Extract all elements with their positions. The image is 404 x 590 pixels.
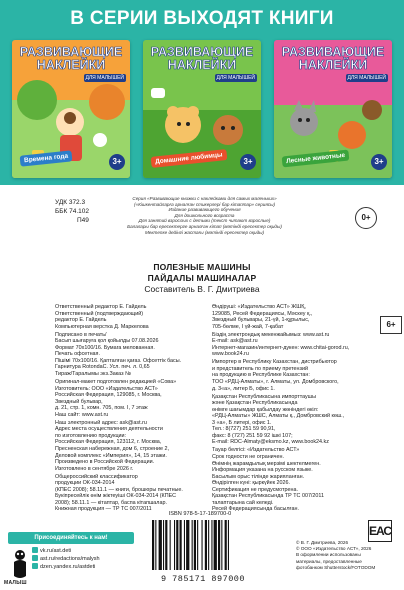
social-link-text: vk.ru/ast.deti bbox=[40, 548, 72, 554]
compiler-line: Составитель В. Г. Дмитриева bbox=[144, 284, 260, 294]
imprint-paragraph: Өндіруші: «Издательство АСТ» ЖШҚ, 129085, Ресей Федерациясы, Мәскеу қ., Звездный бульвары, 21-үй, 1-құрылыс, 705-бөлме, I үй-жай, 7-қабат bbox=[212, 304, 313, 330]
headline-kazakh: ПАЙДАЛЫ МАШИНАЛАР bbox=[147, 273, 257, 283]
author-mark: П49 bbox=[77, 217, 89, 224]
book-cover-forest-animals[interactable] bbox=[274, 40, 392, 178]
social-links bbox=[32, 547, 100, 571]
series-note-line: («Кішкентайларға арналған стикерлері бар кітаптар» сериясы) bbox=[133, 201, 275, 207]
series-note-line: Для дошкольного возраста bbox=[174, 212, 235, 218]
series-note-line: Серия «Развивающие книжки с наклейками для самых маленьких» bbox=[132, 196, 277, 201]
social-link-vk[interactable] bbox=[32, 547, 100, 555]
age-badge: 3+ bbox=[240, 154, 256, 170]
copyright-block bbox=[296, 540, 402, 571]
social-link-site[interactable] bbox=[32, 555, 100, 563]
imprint-paragraph: Оригинал-макет подготовлен редакцией «Сова» Изготовитель: ООО «Издательство АСТ» Российская Федерация, 129085, г. Москва, Звездный бульвар, д. 21, стр. 1, комн. 705, пом. I, 7 этаж Наш сайт: www.ast.ru bbox=[55, 379, 177, 418]
copyright-line: В оформлении использованы bbox=[296, 552, 361, 558]
book-title: РАЗВИВАЮЩИЕ НАКЛЕЙКИ bbox=[19, 45, 123, 72]
book-cover-seasons[interactable] bbox=[12, 40, 130, 178]
imprint-paragraph: Қазақстан Республикасына импорттаушы және Қазақстан Республикасында өнімге шағымдар қабылдау жөніндегі өкіл: «РДЦ-Алматы» ЖШС, Алматы қ., Домбровский көш., 3 «а», Б литері, офис 1. Тел.: 8(727) 251 59 90,91, факс: 8 (727) 251 59 92 ішкі 107; E-mail: RDC-Almaty@eksmo.kz, www.book24.kz bbox=[212, 393, 345, 446]
series-note-line: Мектепке дейінгі жастағы (мәтінді ересектер оқиды) bbox=[144, 229, 265, 235]
imprint-paragraph: Тауар белгісі: «Издательство АСТ» Срок годности не ограничен. Өнімнің жарамдылық мерзімі шектелмеген. Информация указана на русском языке. Басылым орыс тілінде жарияланған. Өндірілген күні: қыркүйек 2026. Сертификация не предусмотрена. Қазақстан Республикасында ТР ТС 007/2011 талаптарына сай келеді. Ресей Федерациясында басылған. bbox=[212, 447, 325, 513]
series-tag: ДЛЯ МАЛЫШЕЙ bbox=[85, 75, 124, 81]
udk-bbk-block bbox=[55, 198, 89, 225]
series-note-line: Издание развивающего обучения bbox=[168, 207, 241, 213]
series-note-line: Для занятий взрослых с детьми (текст читают взрослые) bbox=[138, 218, 271, 224]
barcode-icon bbox=[150, 520, 258, 570]
isbn-number: ISBN 978-5-17-189700-0 bbox=[168, 511, 232, 517]
imprint-paragraph: Импортер в Республику Казахстан, дистрибьютор и представитель по приему претензий на продукцию в Республике Казахстан: ТОО «РДЦ-Алматы», г. Алматы, ул. Домбровского, д. 3«а», литер Б, офис 1. bbox=[212, 359, 339, 392]
udk-code: УДК 372.3 bbox=[55, 199, 86, 206]
imprint-paragraph: Общероссийский классификатор продукции ОК-034-2014 (КПЕС 2008); 58.11.1 — книги, брошюры печатные. Букіпресейлік өнім жіктеуіші ОК-034-2014 (КПЕС 2008); 58.11.1 — кітаптар, баспа кітапшалар. Книжная продукция — ТР ТС 007/2011 bbox=[55, 473, 183, 513]
bbk-code: ББК 74.102 bbox=[55, 208, 90, 215]
series-note bbox=[112, 196, 297, 235]
social-link-text: ast.ru/redactions/malysh bbox=[40, 556, 100, 562]
social-link-text: dzen.yandex.ru/astdeti bbox=[40, 564, 96, 570]
eac-mark-icon: ЕАС bbox=[368, 520, 392, 542]
vk-icon bbox=[32, 547, 38, 553]
age-badge: 3+ bbox=[109, 154, 125, 170]
join-us-badge: Присоединяйтесь к нам! bbox=[8, 532, 134, 544]
globe-icon bbox=[32, 555, 38, 561]
book-title: РАЗВИВАЮЩИЕ НАКЛЕЙКИ bbox=[150, 45, 254, 72]
imprint-right-column bbox=[212, 304, 360, 514]
publisher-logo-text: МАЛЫШ bbox=[4, 580, 27, 586]
headline-russian: ПОЛЕЗНЫЕ МАШИНЫ bbox=[153, 262, 251, 272]
age-rating-6-plus: 6+ bbox=[380, 316, 402, 334]
book-headline bbox=[0, 262, 404, 284]
book-cover-pets[interactable] bbox=[143, 40, 261, 178]
social-link-dzen[interactable] bbox=[32, 563, 100, 571]
copyright-line: материалы, предоставленные bbox=[296, 558, 362, 564]
imprint-paragraph: Подписано в печать/ Басып шығаруға қол қойылды 07.08.2026 Формат 70х100/16. Бумага мелованная. Печать офсетная. Пішімі 70х100/16. Қапталған қағаз. Офсеттік басы. Гарнитура RotondaC. Усл. печ. л. 0,65 Тираж/Таралымы экз.Заказ № bbox=[55, 331, 182, 377]
book-title: РАЗВИВАЮЩИЕ НАКЛЕЙКИ bbox=[281, 45, 385, 72]
banner-title: В СЕРИИ ВЫХОДЯТ КНИГИ bbox=[70, 8, 334, 29]
imprint-paragraph: Наш электронный адрес: ask@ast.ru Адрес места осуществления деятельности по изготовлению продукции: Российская Федерация, 123112, г. Москва, Пресненская набережная, дом 6, строение 2, Деловой комплекс «Империя», 14, 15 этажи. Произведено в Российской Федерации. Изготовлено в сентябре 2026 г. bbox=[55, 419, 170, 472]
age-badge: 3+ bbox=[371, 154, 387, 170]
book-subtitle: Лесные животные bbox=[282, 150, 350, 168]
book-subtitle: Домашние любимцы bbox=[151, 149, 227, 168]
publisher-logo-icon bbox=[10, 548, 30, 582]
dzen-icon bbox=[32, 563, 38, 569]
age-rating-0-plus: 0+ bbox=[355, 207, 377, 229]
book-subtitle: Времена года bbox=[20, 150, 73, 166]
imprint-paragraph: Біздің электрондық мекенжайымыз: www.ast.ru E-mail: ask@ast.ru Интернет-магазин/интернет-дүкен: www.chitai-gorod.ru, www.book24.ru bbox=[212, 331, 350, 358]
copyright-line: © ООО «Издательство АСТ», 2026 bbox=[296, 546, 372, 552]
imprint-paragraph: Ответственный редактор Е. Гайдель Ответственный (подтверждающий) редактор Е. Гайдель Компьютерная верстка Д. Маркелова bbox=[55, 304, 149, 330]
copyright-line: © В. Г. Дмитриева, 2026 bbox=[296, 540, 349, 545]
series-tag: ДЛЯ МАЛЫШЕЙ bbox=[347, 75, 386, 81]
series-note-line: Балалары бар ересектерге арналған кітап (мәтінді ересектер оқиды) bbox=[127, 223, 282, 229]
copyright-line: фотобанком Shutterstock/FOTODOM bbox=[296, 564, 376, 570]
imprint-left-column bbox=[55, 304, 210, 514]
barcode-digits: 9 785171 897000 bbox=[160, 574, 245, 584]
series-tag: ДЛЯ МАЛЫШЕЙ bbox=[216, 75, 255, 81]
